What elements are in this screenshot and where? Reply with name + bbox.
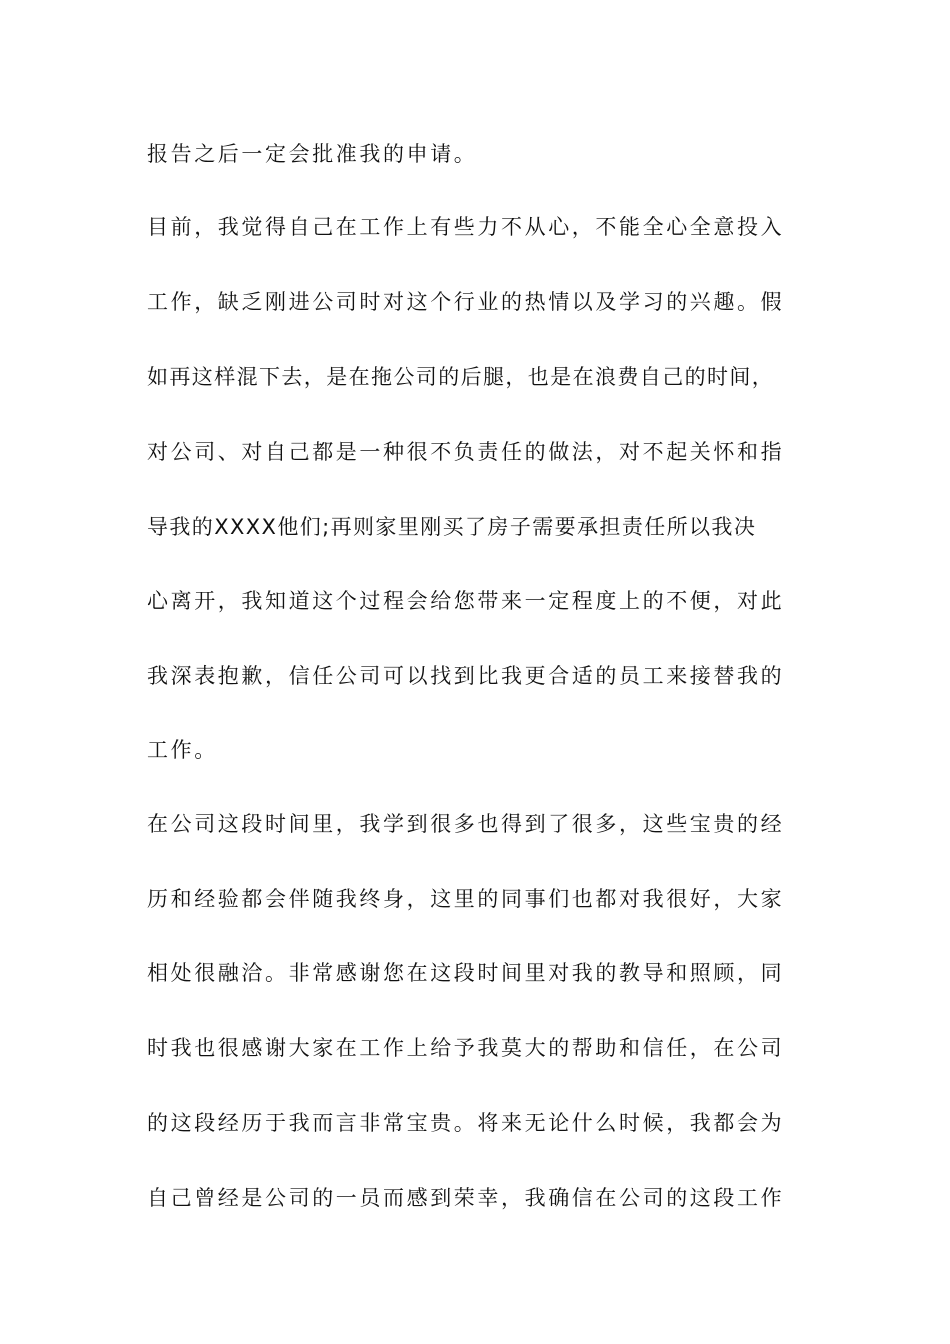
text-line: 心离开，我知道这个过程会给您带来一定程度上的不便，对此	[147, 589, 785, 613]
text-line: 工作。	[147, 738, 218, 762]
text-line: 在公司这段时间里，我学到很多也得到了很多，这些宝贵的经	[147, 812, 785, 836]
text-line: 对公司、对自己都是一种很不负责任的做法，对不起关怀和指	[147, 440, 785, 464]
text-line: 工作，缺乏刚进公司时对这个行业的热情以及学习的兴趣。假	[147, 290, 785, 314]
text-line: 报告之后一定会批准我的申请。	[147, 142, 478, 166]
text-line: 我深表抱歉，信任公司可以找到比我更合适的员工来接替我的	[147, 664, 785, 688]
text-line: 导我的XXXX他们;再则家里刚买了房子需要承担责任所以我决	[147, 515, 757, 539]
text-line: 自己曾经是公司的一员而感到荣幸，我确信在公司的这段工作	[147, 1186, 785, 1210]
text-line: 时我也很感谢大家在工作上给予我莫大的帮助和信任，在公司	[147, 1036, 785, 1060]
text-line: 的这段经历于我而言非常宝贵。将来无论什么时候，我都会为	[147, 1111, 785, 1135]
text-line: 相处很融洽。非常感谢您在这段时间里对我的教导和照顾，同	[147, 961, 785, 985]
text-line: 如再这样混下去，是在拖公司的后腿，也是在浪费自己的时间，	[147, 365, 775, 389]
text-line: 历和经验都会伴随我终身，这里的同事们也都对我很好，大家	[147, 887, 785, 911]
text-line: 目前，我觉得自己在工作上有些力不从心，不能全心全意投入	[147, 215, 785, 239]
